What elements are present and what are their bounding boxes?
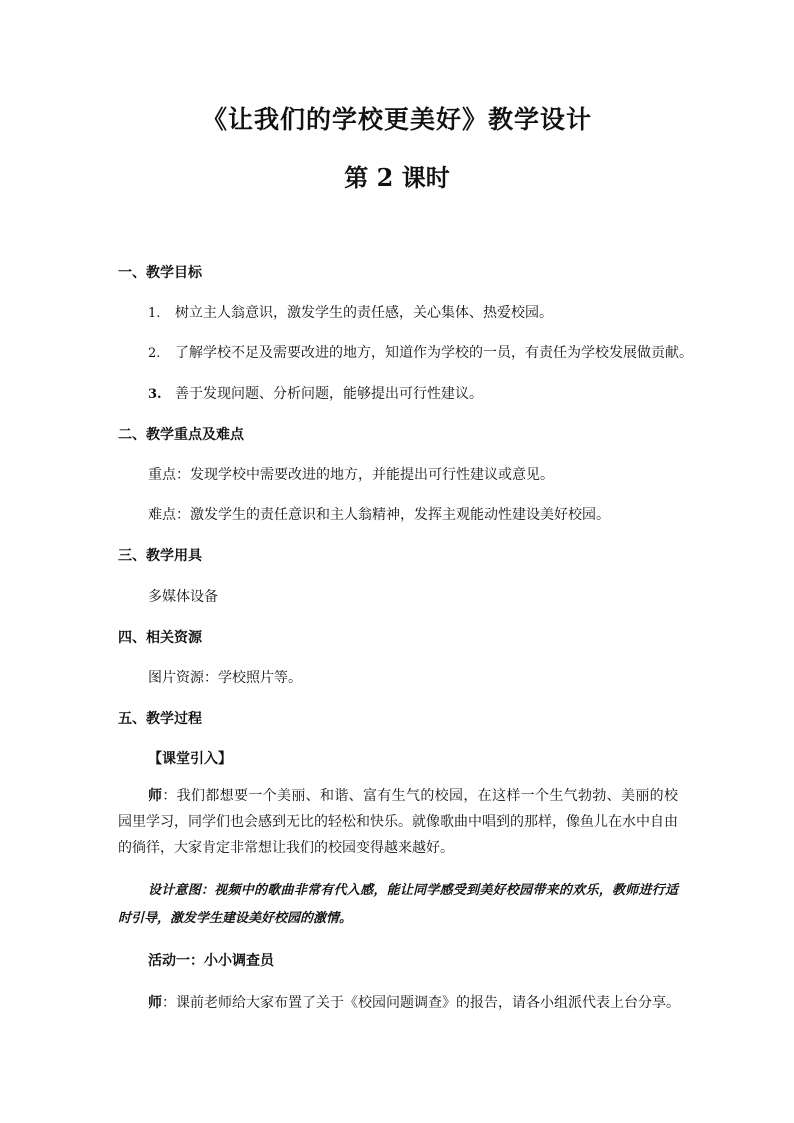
design-intent-paragraph: 设计意图：视频中的歌曲非常有代入感，能让同学感受到美好校园带来的欢乐，教师进行适时引导，激发学生建设美好校园的激情。 bbox=[118, 883, 678, 926]
activity-one-heading: 活动一：小小调查员 bbox=[148, 953, 274, 969]
objective-number: 3. bbox=[148, 387, 162, 402]
objective-item bbox=[148, 383, 483, 403]
objective-item bbox=[148, 302, 553, 322]
objective-number: 2. bbox=[148, 346, 161, 361]
classroom-intro-label: 【课堂引入】 bbox=[148, 751, 232, 767]
tools-text: 多媒体设备 bbox=[148, 589, 218, 605]
objective-text: 了解学校不足及需要改进的地方，知道作为学校的一员，有责任为学校发展做贡献。 bbox=[175, 345, 693, 361]
teacher-paragraph bbox=[118, 783, 678, 861]
teacher-paragraph-2 bbox=[148, 992, 680, 1012]
document-title: 《让我们的学校更美好》教学设计 bbox=[201, 105, 592, 134]
section-heading-resources: 四、相关资源 bbox=[118, 630, 202, 646]
teacher-label: 师 bbox=[148, 995, 162, 1011]
objective-text: 树立主人翁意识，激发学生的责任感，关心集体、热爱校园。 bbox=[175, 305, 553, 321]
lesson-subtitle: 第 2 课时 bbox=[344, 163, 450, 192]
objective-item bbox=[148, 342, 693, 362]
resources-text: 图片资源：学校照片等。 bbox=[148, 670, 302, 686]
difficulty-text: 难点：激发学生的责任意识和主人翁精神，发挥主观能动性建设美好校园。 bbox=[148, 507, 610, 523]
objective-text: 善于发现问题、分析问题，能够提出可行性建议。 bbox=[175, 386, 483, 402]
teacher-label: 师 bbox=[148, 788, 163, 804]
key-point-text: 重点：发现学校中需要改进的地方，并能提出可行性建议或意见。 bbox=[148, 467, 554, 483]
section-heading-objectives: 一、教学目标 bbox=[118, 265, 202, 281]
section-heading-tools: 三、教学用具 bbox=[118, 548, 202, 564]
teacher-speech: ：课前老师给大家布置了关于《校园问题调查》的报告，请各小组派代表上台分享。 bbox=[162, 995, 680, 1011]
section-heading-process: 五、教学过程 bbox=[118, 711, 202, 727]
teacher-speech: ：我们都想要一个美丽、和谐、富有生气的校园，在这样一个生气勃勃、美丽的校园里学习，同学们也会感到无比的轻松和快乐。就像歌曲中唱到的那样，像鱼儿在水中自由的徜徉，大家肯定非常想让我们的校园变得越来越好。 bbox=[118, 788, 679, 856]
objective-number: 1. bbox=[148, 306, 161, 321]
section-heading-key-points: 二、教学重点及难点 bbox=[118, 427, 244, 443]
